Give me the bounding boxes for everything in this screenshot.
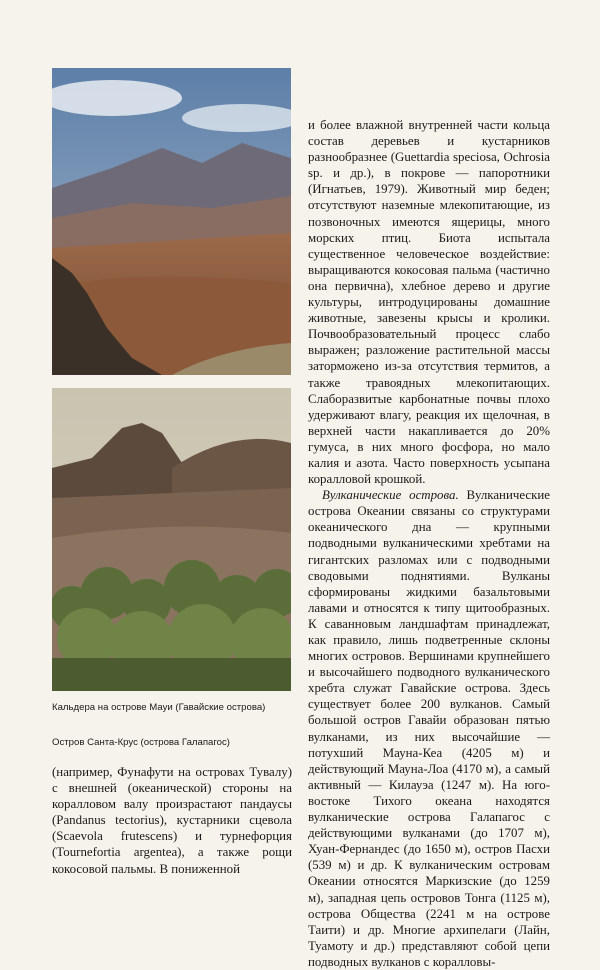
caldera-image [52,68,291,375]
caption-santa-cruz: Остров Санта-Крус (острова Галапагос) [52,737,230,748]
left-text-column [52,764,292,877]
santa-cruz-image [52,388,291,691]
right-paragraph-1: и более влажной внутренней части кольца состав деревьев и кустарников разнообразнее (Guettardia speciosa, Ochrosia sp. и др.), в покрове — папоротники (Игнатьев, 1979). Животный мир беден; отсутствуют наземные млекопитающие, из позвоночных имеются ящерицы, много морских птиц. Биота испытала существенное человеческое воздействие: выращиваются кокосовая пальма (частично она первична), хлебное дерево и другие культуры, интродуцированы домашние животные, завезены крысы и кролики. Почвообразовательный процесс слабо выражен; разложение растительной массы заторможено из-за отсутствия термитов, а также травоядных млекопитающих. Слаборазвитые карбонатные почвы плохо удерживают влагу, реакция их щелочная, в верхней части накапливается до 20% гумуса, в них много фосфора, но мало калия и азота. Часто поверхность усыпана коралловой крошкой. [308,118,550,487]
volcanic-text: Вулканические острова Океании связаны со структурами океанического дна — крупными подводными вулканическими хребтами на гигантских разломах или с подводными сводовыми поднятиями. Вулканы сформированы жидкими базальтовыми лавами и относятся к типу щитообразных. К саванновым ландшафтам принадлежат, как правило, лишь подветренные склоны многих островов. Вершинами крупнейшего и высочайшего подводного вулканического хребта служат Гавайские острова. Здесь существует более 200 вулканов. Самый большой остров Гавайи образован пятью вулканами, из них высочайшие — потухший Мауна-Кеа (4205 м) и действующий Мауна-Лоа (4170 м), а самый активный — Килауэа (1247 м). На юго-востоке Тихого океана находятся вулканические острова Галапагос с действующими вулканами (до 1707 м), Хуан-Фернандес (до 1650 м), остров Пасхи (539 м) и др. К вулканическим островам Океании относятся Маркизские (до 1259 м), западная цепь островов Тонга (1125 м), острова Общества (2241 м на острове Таити) и др. Многие архипелаги (Лайн, Туамоту и др.) представляют собой цепи подводных вулканов с коралловы- [308,488,550,969]
caption-caldera: Кальдера на острове Мауи (Гавайские острова) [52,702,266,713]
santa-cruz-photo [52,388,291,691]
section-heading-volcanic: Вулканические острова. [322,488,459,503]
left-paragraph: (например, Фунафути на островах Тувалу) с внешней (океанической) стороны на коралловом валу произрастают пандаусы (Pandanus tectorius), кустарники сцевола (Scaevola frutescens) и турнефорция (Tournefortia argentea), а также рощи кокосовой пальмы. В пониженной [52,765,292,876]
right-text-column [308,117,550,970]
right-paragraph-2 [308,487,550,970]
caldera-photo [52,68,291,375]
